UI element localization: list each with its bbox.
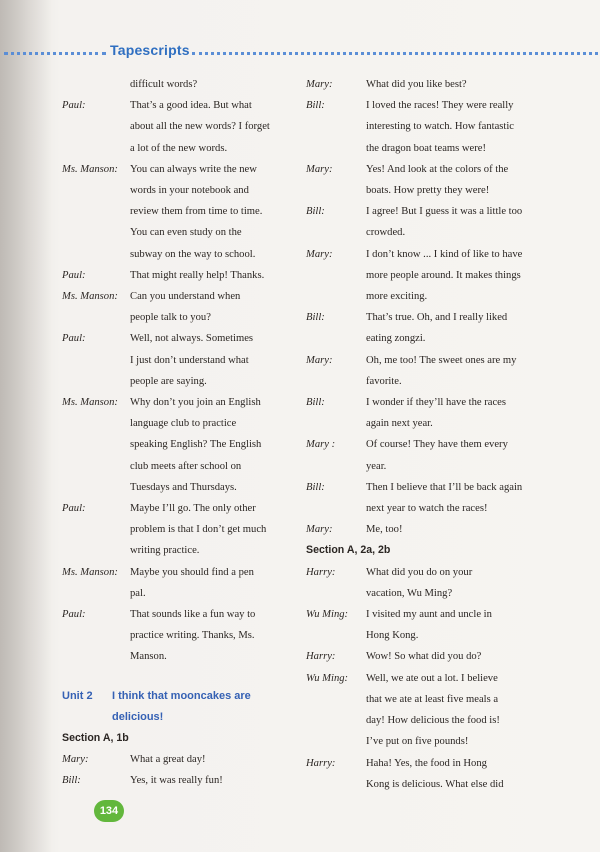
dialogue-line: club meets after school on [130,460,242,472]
dialogue-entry [62,159,298,265]
dialogue-entry [62,749,298,770]
dialogue-line: That’s a good idea. But what [130,100,252,112]
dialogue-entry [62,265,298,286]
dialogue-line: Kong is delicious. What else did [366,778,504,790]
section-heading: Section A, 2a, 2b [306,544,391,557]
dialogue-entry [62,562,298,604]
dialogue-entry [306,95,556,159]
speaker-name: Wu Ming: [306,672,349,684]
unit-title-line: delicious! [112,710,164,723]
speaker-name: Harry: [306,757,336,769]
dialogue-entry [306,477,556,519]
dialogue-entry [62,286,298,328]
left-column [62,74,298,791]
dialogue-line: Oh, me too! The sweet ones are my [366,354,517,366]
speaker-name: Ms. Manson: [62,163,118,175]
dialogue-line: Wow! So what did you do? [366,651,482,663]
speaker-name: Mary: [306,79,333,90]
dialogue-line: You can even study on the [130,227,242,239]
dialogue-line: I loved the races! They were really [366,100,514,112]
dialogue-line: I just don’t understand what [130,354,249,366]
speaker-name: Bill: [306,481,325,493]
dialogue-entry [306,201,556,243]
dialogue-entry [306,646,556,667]
dialogue-line: speaking English? The English [130,439,262,451]
speaker-name: Bill: [306,312,325,324]
dialogue-line: subway on the way to school. [130,248,256,260]
dialogue-entry [306,668,556,753]
dialogue-line: boats. How pretty they were! [366,185,490,197]
dialogue-line: crowded. [366,227,406,239]
speaker-name: Harry: [306,566,336,578]
dialogue-entry [62,498,298,562]
right-column [306,74,556,795]
dialogue-line: about all the new words? I forget [130,121,270,133]
header-title: Tapescripts [110,42,190,58]
speaker-name: Mary: [306,248,333,260]
dialogue-line: practice writing. Thanks, Ms. [130,630,255,642]
speaker-name: Ms. Manson: [62,397,118,409]
speaker-name: Bill: [62,775,81,787]
dialogue-line: Of course! They have them every [366,439,508,451]
dialogue-line: people are saying. [130,375,207,387]
book-spine-shadow [0,0,52,852]
dialogue-line: year. [366,460,387,472]
dialogue-line: problem is that I don’t get much [130,524,267,536]
dialogue-entry [306,604,556,646]
dialogue-line: Well, not always. Sometimes [130,333,254,345]
dialogue-line: Can you understand when [130,291,241,303]
speaker-name: Mary: [306,354,333,366]
dialogue-line: Tuesdays and Thursdays. [130,481,237,493]
speaker-name: Bill: [306,397,325,409]
speaker-name: Mary: [306,163,333,175]
dialogue-entry [306,519,556,540]
dialogue-line: Yes! And look at the colors of the [366,163,509,175]
dialogue-line: review them from time to time. [130,206,263,218]
dialogue-line: difficult words? [130,79,198,90]
dialogue-line: I’ve put on five pounds! [366,736,469,748]
unit-number: Unit 2 [62,689,93,702]
dialogue-line: vacation, Wu Ming? [366,587,453,599]
dialogue-line: Maybe you should find a pen [130,566,254,578]
dialogue-entry [306,159,556,201]
page-header [0,42,600,64]
dialogue-line: That might really help! Thanks. [130,269,265,281]
dialogue-line: I agree! But I guess it was a little too [366,206,523,218]
speaker-name: Harry: [306,651,336,663]
dialogue-line: That’s true. Oh, and I really liked [366,312,508,324]
dialogue-line: eating zongzi. [366,333,426,345]
dialogue-entry [62,328,298,392]
dialogue-line: Yes, it was really fun! [130,775,223,787]
dialogue-line: a lot of the new words. [130,142,228,154]
dialogue-line: language club to practice [130,418,237,430]
speaker-name: Paul: [62,609,86,621]
dialogue-line: more exciting. [366,291,428,303]
speaker-name: Ms. Manson: [62,566,118,578]
dialogue-line: Haha! Yes, the food in Hong [366,757,487,769]
dialogue-line: Maybe I’ll go. The only other [130,503,256,515]
dialogue-entry [62,770,298,791]
dialogue-line: day! How delicious the food is! [366,715,500,727]
dialogue-line: That sounds like a fun way to [130,609,256,621]
dialogue-entry [306,434,556,476]
dialogue-line: Well, we ate out a lot. I believe [366,672,498,684]
speaker-name: Bill: [306,206,325,218]
dialogue-entry [306,307,556,349]
speaker-name: Paul: [62,333,86,345]
page-number-badge: 134 [94,800,124,822]
speaker-name: Bill: [306,100,325,112]
dialogue-entry [306,244,556,308]
dialogue-line: writing practice. [130,545,200,557]
dialogue-entry [306,392,556,434]
dialogue-line: Then I believe that I’ll be back again [366,481,523,493]
header-dotted-rule-left [4,52,106,55]
dialogue-line: favorite. [366,375,402,387]
dialogue-line: You can always write the new [130,163,257,175]
dialogue-line: Hong Kong. [366,630,419,642]
speaker-name: Mary: [62,753,89,765]
speaker-name: Ms. Manson: [62,291,118,303]
dialogue-line: more people around. It makes things [366,269,521,281]
unit-heading [62,686,298,728]
dialogue-entry [306,350,556,392]
dialogue-entry [62,392,298,498]
dialogue-line: next year to watch the races! [366,503,488,515]
speaker-name: Mary : [306,439,336,451]
dialogue-line: Me, too! [366,524,403,536]
dialogue-line: What did you do on your [366,566,473,578]
dialogue-line: I visited my aunt and uncle in [366,609,492,621]
dialogue-line: the dragon boat teams were! [366,142,487,154]
section-heading: Section A, 1b [62,731,129,744]
speaker-name: Paul: [62,269,86,281]
unit-title-line: I think that mooncakes are [112,689,251,702]
dialogue-entry [62,95,298,159]
dialogue-entry [306,753,556,795]
dialogue-line: interesting to watch. How fantastic [366,121,514,133]
dialogue-line: I don’t know ... I kind of like to have [366,248,523,260]
dialogue-entry [62,604,298,668]
header-dotted-rule-right [192,52,598,55]
dialogue-line: Why don’t you join an English [130,397,261,409]
dialogue-line: again next year. [366,418,433,430]
dialogue-line: that we ate at least five meals a [366,693,499,705]
dialogue-line: Manson. [130,651,167,663]
dialogue-entry [306,562,556,604]
speaker-name: Mary: [306,524,333,536]
speaker-name: Paul: [62,100,86,112]
speaker-name: Paul: [62,503,86,515]
dialogue-line: What did you like best? [366,79,467,90]
dialogue-entry [306,74,556,95]
dialogue-line: pal. [130,587,146,599]
dialogue-line: people talk to you? [130,312,211,324]
speaker-name: Wu Ming: [306,609,349,621]
dialogue-line: words in your notebook and [130,185,249,197]
dialogue-line: What a great day! [130,753,206,765]
dialogue-line: I wonder if they’ll have the races [366,397,507,409]
